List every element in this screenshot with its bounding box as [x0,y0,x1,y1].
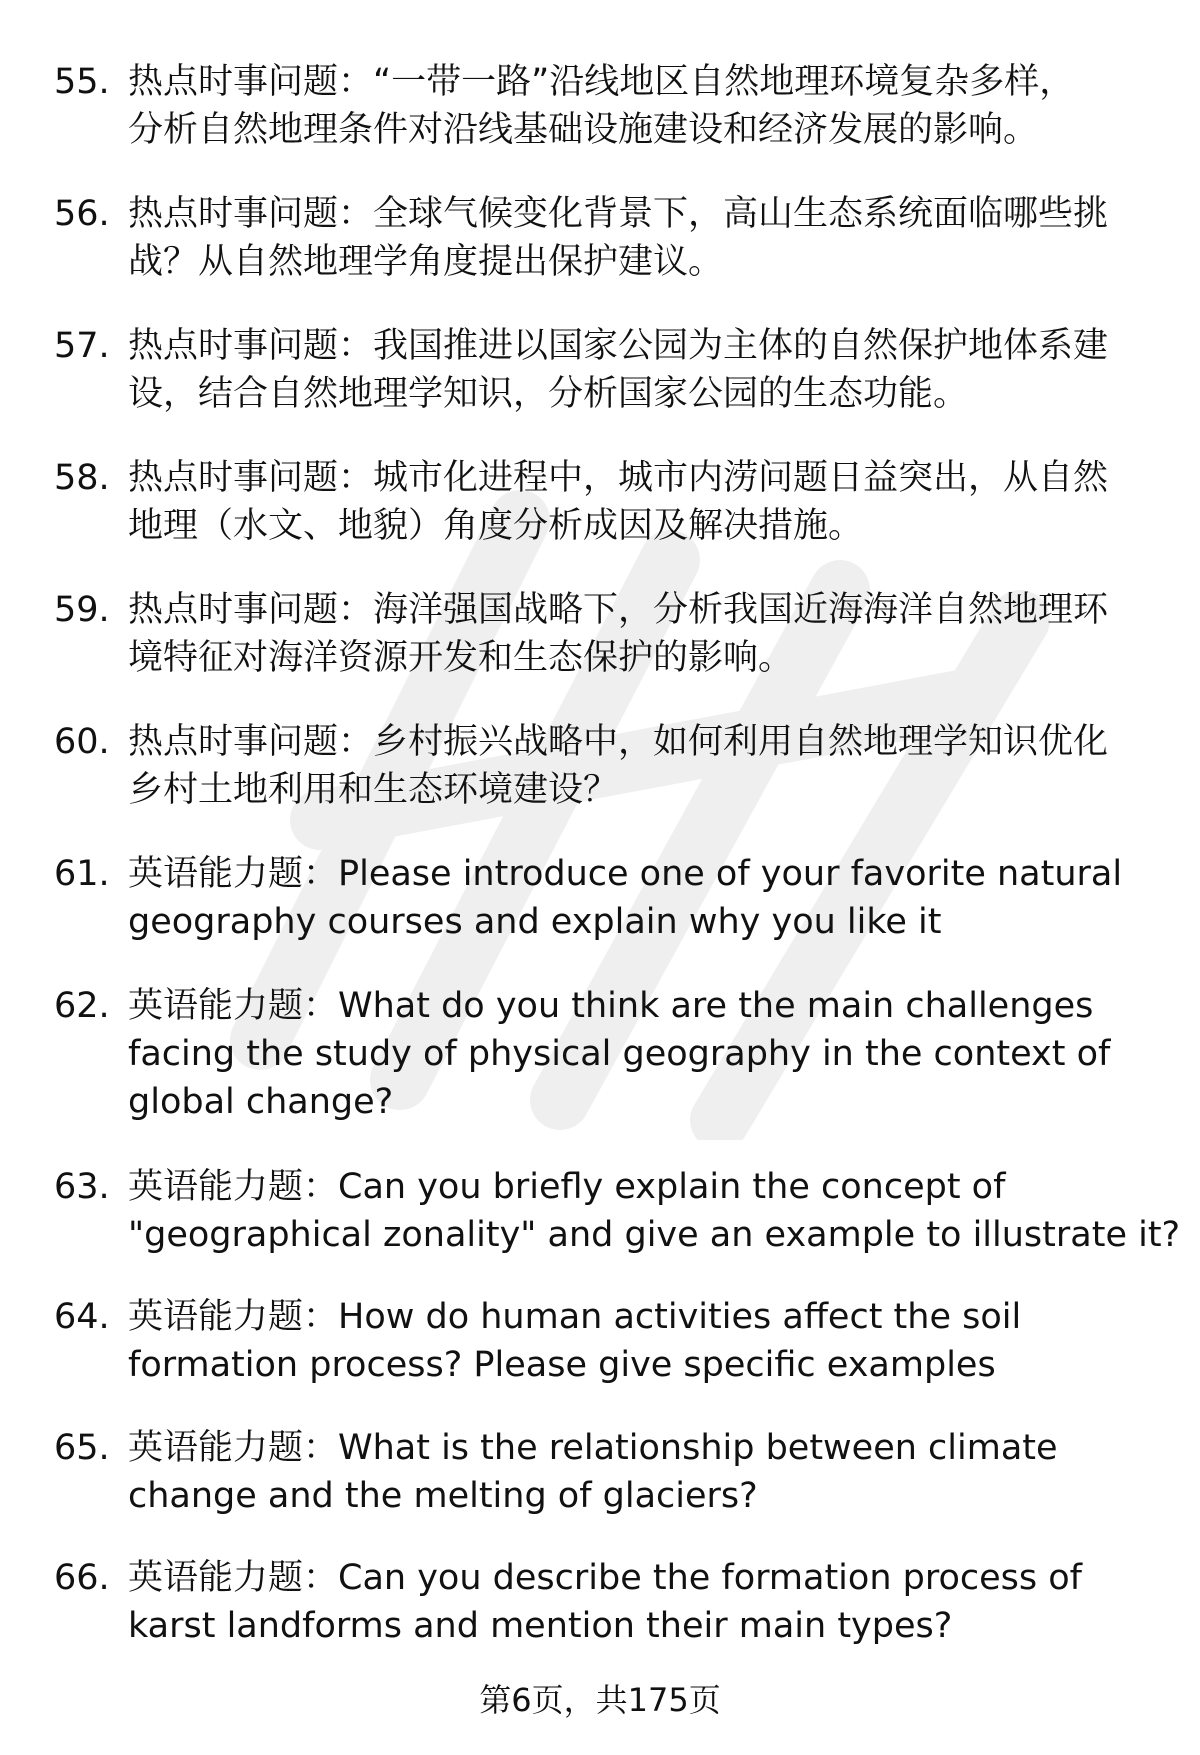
question-text [128,190,1168,286]
question-line: 分析自然地理条件对沿线基础设施建设和经济发展的影响。 [128,110,1039,150]
question-line: 热点时事问题：乡村振兴战略中，如何利用自然地理学知识优化 [128,722,1109,762]
question-text [128,718,1168,814]
question-line: 热点时事问题：“一带一路”沿线地区自然地理环境复杂多样， [128,62,1075,102]
question-line: 英语能力题：What is the relationship between climate [128,1428,1058,1468]
question-number: 55. [54,62,110,102]
question-number: 66. [54,1558,110,1598]
question-line: 热点时事问题：城市化进程中，城市内涝问题日益突出，从自然 [128,458,1109,498]
question-line: 英语能力题：What do you think are the main challenges [128,986,1094,1026]
question-text [128,1163,1181,1259]
question-line: 境特征对海洋资源开发和生态保护的影响。 [128,638,794,678]
question-line: 热点时事问题：海洋强国战略下，分析我国近海海洋自然地理环 [128,590,1109,630]
question-line: karst landforms and mention their main types? [128,1606,953,1646]
question-line: "geographical zonality" and give an example to illustrate it? [128,1215,1181,1255]
question-line: 英语能力题：Can you describe the formation process of [128,1558,1082,1598]
question-number: 60. [54,722,110,762]
question-number: 56. [54,194,110,234]
question-number: 59. [54,590,110,630]
question-number: 62. [54,986,110,1026]
question-text [128,322,1168,418]
question-text [128,1424,1168,1520]
question-number: 57. [54,326,110,366]
question-text [128,1554,1168,1650]
question-line: 设，结合自然地理学知识，分析国家公园的生态功能。 [128,374,969,414]
question-text [128,454,1168,550]
question-line: formation process? Please give specific examples [128,1345,996,1385]
question-line: 战？从自然地理学角度提出保护建议。 [128,242,724,282]
question-line: 热点时事问题：全球气候变化背景下，高山生态系统面临哪些挑 [128,194,1109,234]
question-number: 64. [54,1297,110,1337]
question-line: 英语能力题：Please introduce one of your favorite natural [128,854,1123,894]
question-text [128,1293,1168,1389]
question-text [128,586,1168,682]
page-indicator: 第6页，共175页 [479,1681,721,1719]
question-line: 英语能力题：How do human activities affect the soil [128,1297,1022,1337]
question-number: 63. [54,1167,110,1207]
question-line: facing the study of physical geography in the context of [128,1034,1111,1074]
question-text [128,982,1168,1126]
question-number: 61. [54,854,110,894]
question-text [128,58,1168,154]
question-line: 地理（水文、地貌）角度分析成因及解决措施。 [128,506,864,546]
question-line: geography courses and explain why you like it [128,902,942,942]
question-line: change and the melting of glaciers? [128,1476,758,1516]
question-line: global change? [128,1082,394,1122]
question-line: 热点时事问题：我国推进以国家公园为主体的自然保护地体系建 [128,326,1109,366]
question-number: 58. [54,458,110,498]
question-number: 65. [54,1428,110,1468]
question-line: 英语能力题：Can you briefly explain the concept of [128,1167,1006,1207]
question-text [128,850,1168,946]
question-line: 乡村土地利用和生态环境建设？ [128,770,619,810]
